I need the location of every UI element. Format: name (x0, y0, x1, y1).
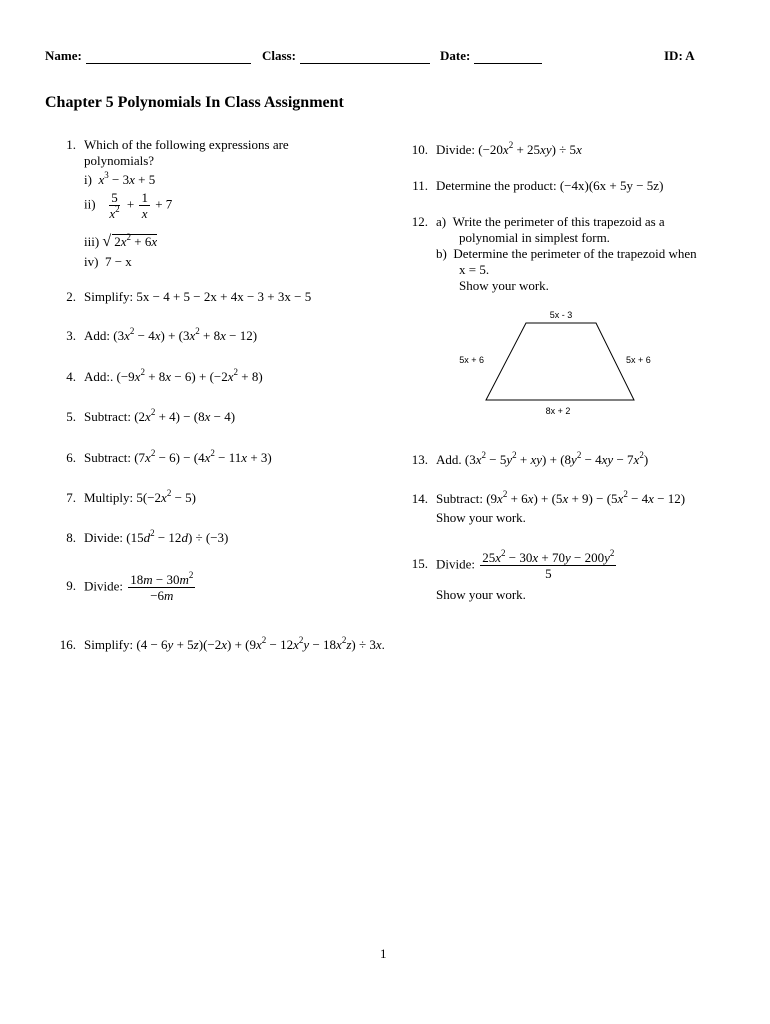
name-field (45, 48, 251, 64)
name-blank[interactable] (86, 50, 251, 64)
q1-option-iii: iii) √ $2x^2 + 6x$ (84, 232, 158, 250)
question-label: Divide: (84, 578, 123, 594)
question-number: 9. (66, 578, 76, 594)
question-label: Divide: (436, 142, 475, 157)
question-label: Simplify: (84, 637, 134, 652)
question-number: 8. (66, 530, 76, 545)
question-13: 13. Add. $(3x^2 - 5y^2 + xy) + (8y^2 - 4xy - 7x^2)$ (406, 452, 648, 468)
question-number: 6. (66, 450, 76, 465)
question-number: 4. (66, 369, 76, 384)
question-label: Subtract: (84, 409, 131, 424)
option-label: iv) (84, 254, 99, 269)
trapezoid-shape (486, 323, 634, 400)
question-10: 10. Divide: $(-20x^2 + 25xy) \div 5x$ (406, 142, 582, 158)
question-number: 12. (411, 214, 428, 229)
question-expression: 5x − 4 + 5 − 2x + 4x − 3 + 3x − 5 (136, 289, 312, 304)
part-text: Determine the perimeter of the trapezoid when (453, 246, 697, 261)
id-label: ID: A (664, 48, 695, 63)
question-3: 3. Add: $(3x^2 - 4x) + (3x^2 + 8x - 12)$ (54, 328, 257, 344)
q1-option-i: i) $x^3 - 3x + 5$ (84, 170, 156, 187)
page-title: Chapter 5 Polynomials In Class Assignment (45, 94, 344, 111)
question-1-text-cont: polynomials? (84, 153, 155, 168)
date-label: Date: (440, 48, 471, 63)
question-number: 10. (411, 142, 428, 157)
question-8: 8. Divide: $(15d^2 - 12d) \div (-3)$ (54, 530, 228, 546)
trapezoid-left-label: 5x + 6 (459, 355, 484, 365)
question-label: Add: (84, 328, 110, 343)
question-11 (406, 178, 663, 194)
date-blank[interactable] (474, 50, 542, 64)
trapezoid-right-label: 5x + 6 (626, 355, 651, 365)
question-number: 14. (411, 491, 428, 506)
q14-show-work: Show your work. (436, 510, 526, 525)
q1-option-ii: ii) $\frac{5}{x^2}$ + $\frac{1}{x}$ + 7 (84, 190, 173, 221)
option-label: ii) (84, 196, 96, 212)
question-number: 5. (66, 409, 76, 424)
trapezoid-top-label: 5x - 3 (549, 310, 573, 320)
question-16: 16. Simplify: $(4 - 6y + 5z)(-2x) + (9x^2 - 12x^2y - 18x^2z) \div 3x$. (54, 637, 385, 653)
q12-show-work: Show your work. (459, 278, 549, 293)
option-expression: 7 − x (104, 254, 132, 269)
question-label: Add:. (84, 369, 114, 384)
question-number: 3. (66, 328, 76, 343)
part-label: a) (436, 214, 447, 229)
question-label: Add. (436, 452, 462, 467)
part-text: Write the perimeter of this trapezoid as a (452, 214, 665, 229)
question-text: Which of the following expressions are (84, 137, 289, 152)
q12-part-b (436, 246, 697, 262)
question-7: 7. Multiply: $5(-2x^2 - 5)$ (54, 490, 196, 506)
question-label: Subtract: (84, 450, 131, 465)
question-5: 5. Subtract: $(2x^2 + 4) - (8x - 4)$ (54, 409, 235, 425)
class-field (262, 48, 430, 64)
question-label: Subtract: (436, 491, 483, 506)
class-blank[interactable] (300, 50, 430, 64)
q15-show-work: Show your work. (436, 587, 526, 602)
question-9: 9. Divide: $\frac{18m - 30m^2}{-6m}$ (54, 572, 197, 603)
class-label: Class: (262, 48, 296, 63)
question-expression: (−4x)(6x + 5y − 5z) (559, 178, 664, 193)
question-number: 1. (66, 137, 76, 152)
q12-b-text-cont: x = 5. (459, 262, 490, 277)
question-12 (406, 214, 665, 230)
q1-option-iv (84, 254, 132, 270)
page-number: 1 (380, 946, 387, 961)
question-label: Simplify: (84, 289, 134, 304)
question-label: Divide: (84, 530, 123, 545)
option-label: i) (84, 172, 92, 187)
question-2 (54, 289, 311, 305)
question-14: 14. Subtract: $(9x^2 + 6x) + (5x + 9) - (5x^2 - 4x - 12)$ (406, 491, 685, 507)
trapezoid-bottom-label: 8x + 2 (545, 406, 571, 416)
question-label: Divide: (436, 556, 475, 572)
question-1 (54, 137, 289, 153)
question-number: 2. (66, 289, 76, 304)
question-number: 7. (66, 490, 76, 505)
question-number: 15. (411, 556, 428, 572)
question-number: 16. (59, 637, 76, 652)
q12-a-text-cont: polynomial in simplest form. (459, 230, 610, 245)
question-6: 6. Subtract: $(7x^2 - 6) - (4x^2 - 11x + 3)$ (54, 450, 272, 466)
question-4: 4. Add:. $(-9x^2 + 8x - 6) + (-2x^2 + 8)$ (54, 369, 263, 385)
question-label: Multiply: (84, 490, 134, 505)
part-label: b) (436, 246, 447, 261)
question-number: 11. (412, 178, 428, 193)
option-label: iii) (84, 234, 100, 249)
question-label: Determine the product: (436, 178, 557, 193)
trapezoid-diagram (440, 305, 680, 420)
question-15: 15. Divide: $\frac{25x^2 - 30x + 70y - 200y^2}{5}$ (406, 550, 618, 581)
question-number: 13. (411, 452, 428, 467)
date-field (440, 48, 542, 64)
name-label: Name: (45, 48, 82, 63)
